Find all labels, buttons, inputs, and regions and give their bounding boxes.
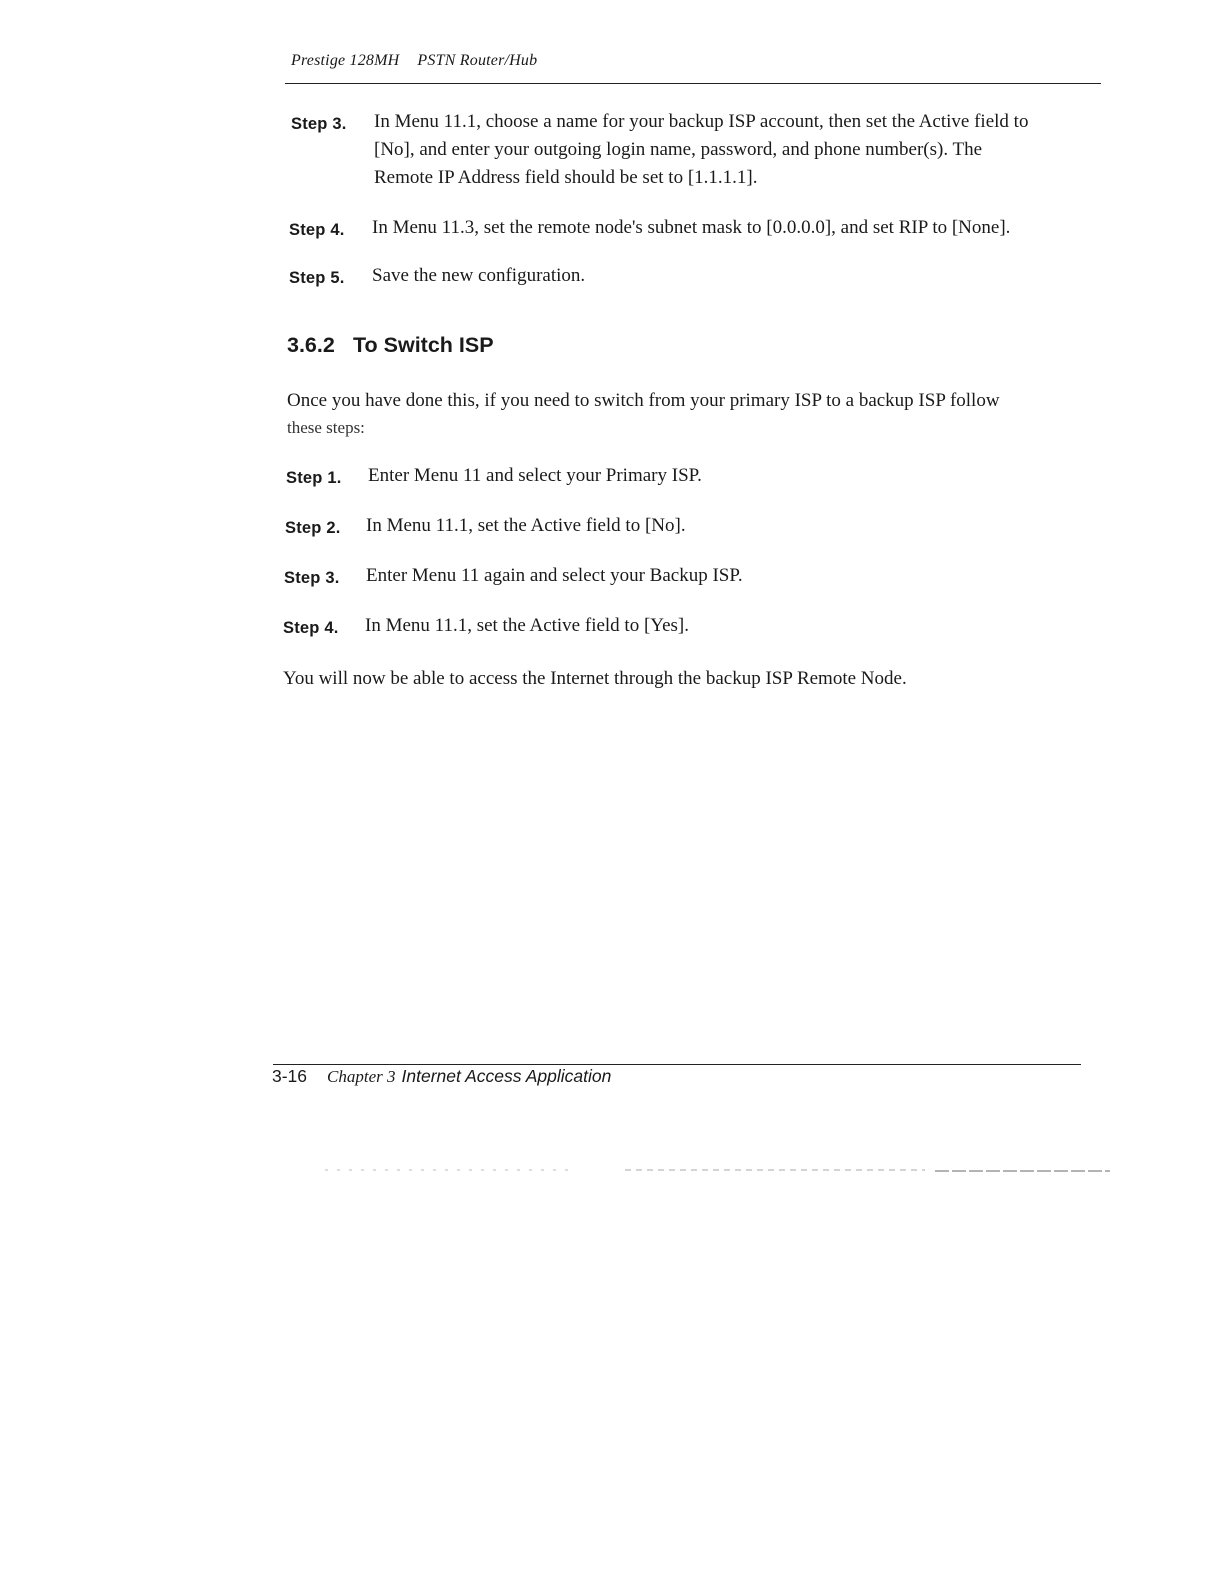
running-footer (272, 1066, 611, 1087)
step-label: Step 5. (289, 269, 345, 287)
step-text: Enter Menu 11 again and select your Backup ISP. (366, 565, 743, 586)
step-5-top (289, 262, 1109, 292)
step-text: In Menu 11.3, set the remote node's subnet mask to [0.0.0.0], and set RIP to [None]. (372, 217, 1011, 238)
step-3 (284, 562, 1104, 592)
step-label: Step 3. (284, 569, 340, 587)
step-label: Step 4. (289, 221, 345, 239)
step-label: Step 1. (286, 469, 342, 487)
step-text: Enter Menu 11 and select your Primary ISP. (368, 465, 702, 486)
header-rule (285, 83, 1101, 84)
step-label: Step 2. (285, 519, 341, 537)
section-title: To Switch ISP (353, 333, 494, 357)
footer-chapter: Chapter 3 (327, 1067, 396, 1086)
section-intro (287, 387, 1107, 441)
footer-title: Internet Access Application (401, 1066, 612, 1086)
step-text: Save the new configuration. (372, 265, 586, 286)
step-1 (286, 462, 1106, 492)
step-4-top (289, 214, 1109, 244)
section-number: 3.6.2 (287, 333, 335, 357)
running-header (291, 52, 537, 70)
closing-paragraph: You will now be able to access the Internet through the backup ISP Remote Node. (283, 668, 907, 689)
scan-artifact (325, 1168, 1110, 1174)
step-3-top (291, 108, 1111, 194)
intro-line: these steps: (287, 418, 365, 437)
section-heading (287, 333, 494, 358)
header-subtitle: PSTN Router/Hub (417, 52, 538, 69)
footer-rule (273, 1064, 1081, 1065)
step-text: In Menu 11.1, set the Active field to [Yes]. (365, 615, 690, 636)
header-product: Prestige 128MH (291, 52, 400, 69)
step-label: Step 3. (291, 115, 347, 133)
page-number: 3-16 (272, 1066, 308, 1086)
step-text-cont: [No], and enter your outgoing login name, password, and phone number(s). The (374, 139, 983, 160)
step-text: In Menu 11.1, choose a name for your backup ISP account, then set the Active field to (374, 111, 1029, 132)
step-2 (285, 512, 1105, 542)
step-4 (283, 612, 1103, 642)
intro-line: Once you have done this, if you need to switch from your primary ISP to a backup ISP follow (287, 390, 1000, 411)
step-label: Step 4. (283, 619, 339, 637)
step-text-cont: Remote IP Address field should be set to [1.1.1.1]. (374, 167, 758, 188)
step-text: In Menu 11.1, set the Active field to [No]. (366, 515, 686, 536)
